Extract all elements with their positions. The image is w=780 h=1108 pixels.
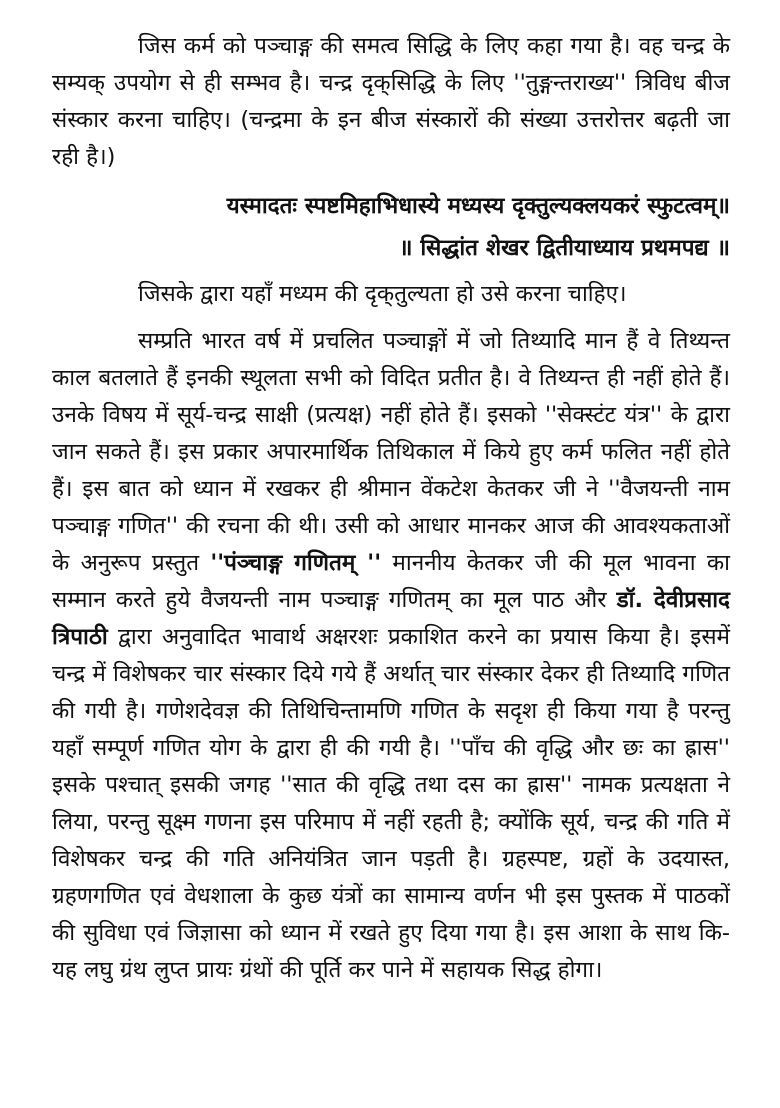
main-paragraph: [52, 323, 730, 989]
book-title-bold: ''पंञ्चाङ्ग गणितम् '': [210, 550, 382, 576]
verse-source: ॥ सिद्धांत शेखर द्वितीयाध्याय प्रथमपद्य ॥: [399, 235, 730, 261]
main-paragraph-text-1: सम्प्रति भारत वर्ष में प्रचलित पञ्चाङ्गों में जो तिथ्यादि मान हैं वे तिथ्यन्त काल बतलाते हैं इनकी स्थूलता सभी को विदित प्रतीत है। वे तिथ्यन्त ही नहीं होते हैं। उनके विषय में सूर्य-चन्द्र साक्षी (प्रत्यक्ष) नहीं होते हैं। इसको ''सेक्स्टंट यंत्र'' के द्वारा जान सकते हैं। इस प्रकार अपारमार्थिक तिथिकाल में किये हुए कर्म फलित नहीं होते हैं। इस बात को ध्यान में रखकर ही श्रीमान वेंकटेश केतकर जी ने ''वैजयन्ती नाम पञ्चाङ्ग गणित'' की रचना की थी। उसी को आधार मानकर आज की आवश्यकताओं के अनुरूप प्रस्तुत: [52, 328, 730, 576]
main-paragraph-text-2: माननीय केतकर जी की मूल भावना का सम्मान करते हुये वैजयन्ती नाम पञ्चाङ्ग गणितम् का मूल पाठ और: [52, 550, 730, 613]
verse-explanation: जिसके द्वारा यहाँ मध्यम की दृक्‌तुल्यता हो उसे करना चाहिए।: [138, 281, 627, 307]
intro-paragraph: जिस कर्म को पञ्चाङ्ग की समत्व सिद्धि के लिए कहा गया है। वह चन्द्र के सम्यक् उपयोग से ही सम्भव है। चन्द्र दृक्‌सिद्धि के लिए ''तुङ्गन्तराख्य'' त्रिविध बीज संस्कार करना चाहिए। (चन्द्रमा के इन बीज संस्कारों की संख्या उत्तरोत्तर बढ़ती जा रही है।): [52, 33, 730, 170]
main-paragraph-text-3: द्वारा अनुवादित भावार्थ अक्षरशः प्रकाशित करने का प्रयास किया है। इसमें चन्द्र में विशेषकर चार संस्कार दिये गये हैं अर्थात् चार संस्कार देकर ही तिथ्यादि गणित की गयी है। गणेशदेवज्ञ की तिथिचिन्तामणि गणित के सदृश ही किया गया है परन्तु यहाँ सम्पूर्ण गणित योग के द्वारा ही की गयी है। ''पाँच की वृद्धि और छः का ह्रास'' इसके पश्चात् इसकी जगह ''सात की वृद्धि तथा दस का ह्रास'' नामक प्रत्यक्षता ने लिया, परन्तु सूक्ष्म गणना इस परिमाप में नहीं रहती है; क्योंकि सूर्य, चन्द्र की गति में विशेषकर चन्द्र की गति अनियंत्रित जान पड़ती है। ग्रहस्पष्ट, ग्रहों के उदयास्त, ग्रहणगणित एवं वेधशाला के कुछ यंत्रों का सामान्य वर्णन भी इस पुस्तक में पाठकों की सुविधा एवं जिज्ञासा को ध्यान में रखते हुए दिया गया है। इस आशा के साथ कि-यह लघु ग्रंथ लुप्त प्रायः ग्रंथों की पूर्ति कर पाने में सहायक सिद्ध होगा।: [52, 624, 730, 983]
sanskrit-verse: यस्मादतः स्पष्टमिहाभिधास्ये मध्यस्य दृक्तुल्यक्लयकरं स्फुटत्वम्॥: [226, 193, 730, 219]
translator-name-bold: डॉ. देवीप्रसाद त्रिपाठी: [52, 587, 730, 650]
